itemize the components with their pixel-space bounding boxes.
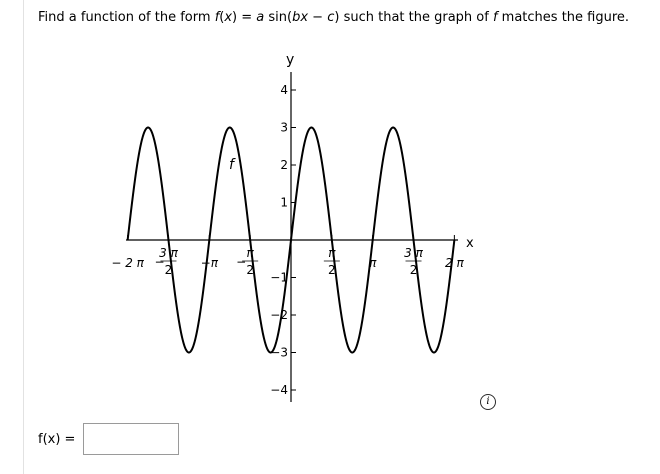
y-tick-label: 1 <box>280 195 288 210</box>
answer-input[interactable] <box>83 423 179 455</box>
x-tick-denominator: 2 <box>246 263 254 277</box>
x-tick-label: π <box>246 246 254 260</box>
x-tick-denominator: 2 <box>164 263 173 277</box>
y-tick-label: 4 <box>280 83 288 97</box>
x-tick-denominator: 2 <box>409 263 418 277</box>
question-text: Find a function of the form f(x) = a sin(bx − c) such that the graph of f matches the figure. <box>38 10 630 25</box>
y-tick-label: −1 <box>270 270 288 285</box>
x-tick-label: − 2 π <box>111 256 144 270</box>
x-tick-label: 3 π <box>404 246 423 260</box>
y-tick-label: 3 <box>280 120 288 135</box>
x-tick-label: 2 π <box>445 256 464 270</box>
y-tick-label: −4 <box>270 383 288 397</box>
x-axis-label: x <box>466 236 474 251</box>
answer-label: f(x) = <box>38 432 76 447</box>
x-tick-label: π <box>369 256 377 270</box>
y-tick-label: −3 <box>270 345 288 360</box>
x-tick-sign: − <box>236 255 247 269</box>
y-tick-label: 2 <box>280 158 288 172</box>
y-tick-label: −2 <box>270 308 288 322</box>
curve-label: f <box>229 157 234 173</box>
info-icon[interactable]: i <box>480 394 496 410</box>
x-tick-sign: − <box>154 255 165 269</box>
y-axis-label: y <box>286 52 295 68</box>
x-tick-label: −π <box>200 256 218 270</box>
x-tick-label: 3 π <box>159 246 178 260</box>
x-tick-denominator: 2 <box>328 263 336 277</box>
x-tick-label: π <box>328 246 336 260</box>
